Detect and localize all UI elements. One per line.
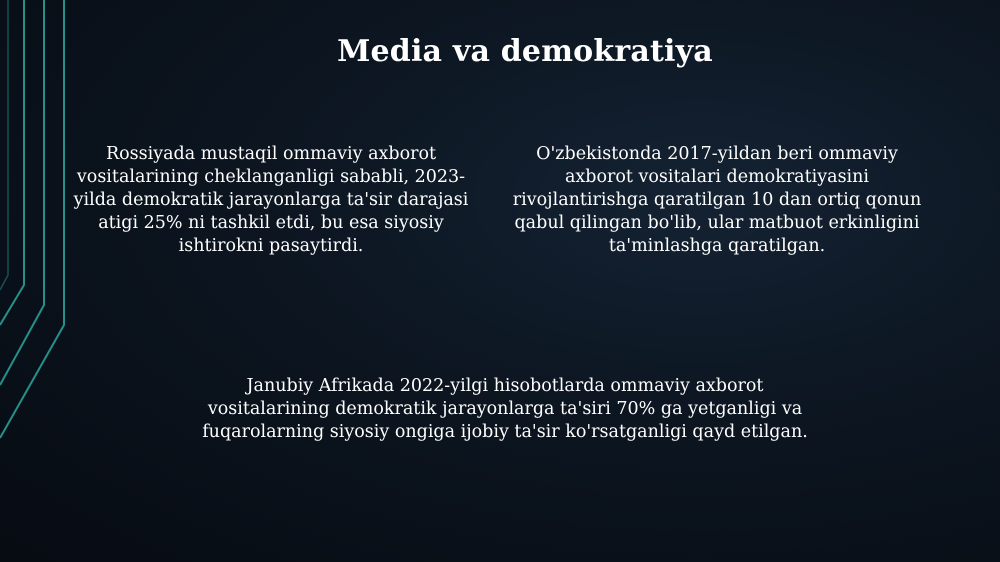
slide-title: Media va demokratiya: [337, 34, 713, 69]
paragraph-russia: Rossiyada mustaqil ommaviy axborot vositalarining cheklanganligi sababli, 2023-yilda demokratik jarayonlarga ta'sir darajasi atigi 25% ni tashkil etdi, bu esa siyosiy ishtirokni pasaytirdi.: [73, 144, 469, 256]
decorative-lines: [0, 0, 90, 562]
paragraph-uzbekistan: O'zbekistonda 2017-yildan beri ommaviy axborot vositalari demokratiyasini rivojlantirishga qaratilgan 10 dan ortiq qonun qabul qilingan bo'lib, ular matbuot erkinligini ta'minlashga qaratilgan.: [512, 144, 922, 256]
paragraph-south-africa: Janubiy Afrikada 2022-yilgi hisobotlarda ommaviy axborot vositalarining demokratik jarayonlarga ta'siri 70% ga yetganligi va fuqarolarning siyosiy ongiga ijobiy ta'sir ko'rsatganligi qayd etilgan.: [202, 376, 808, 442]
